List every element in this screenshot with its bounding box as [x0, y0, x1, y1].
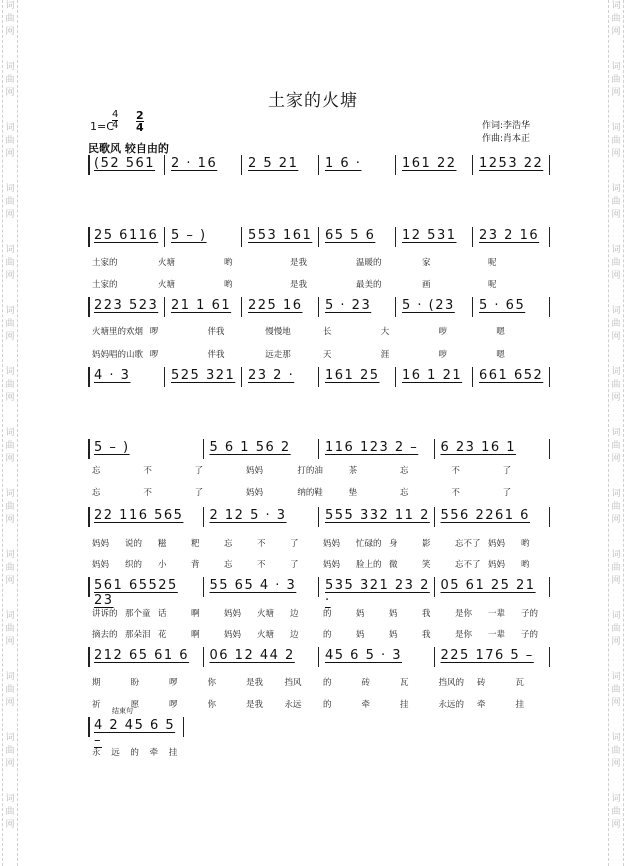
lyric-syllable: 了 — [502, 488, 512, 498]
lyric-syllable: 哟 — [224, 280, 233, 290]
measure — [88, 645, 204, 669]
lyric-syllable: 砖 — [477, 678, 486, 688]
measure — [88, 295, 165, 319]
lyric-syllable: 摘去的 — [92, 630, 118, 640]
lyric-syllable: 你 — [207, 678, 217, 688]
measure-notes: 561 65525 23 — [94, 578, 178, 608]
lyric-syllable: 的 — [323, 678, 332, 688]
lyric-syllable: 小 — [158, 560, 167, 570]
measure-notes: 5 – ) — [171, 228, 207, 243]
lyric-syllable: 妈妈 — [92, 560, 110, 570]
lyric-syllable: 我 — [422, 630, 431, 640]
measure — [319, 645, 435, 669]
measure — [319, 153, 396, 177]
lyric-syllable: 慢慢地 — [265, 327, 291, 337]
lyric-syllable: 呢 — [488, 280, 497, 290]
measure — [473, 295, 550, 319]
watermark-text: 词 曲 网 — [5, 306, 15, 342]
lyric-syllable: 火塘 — [158, 258, 176, 268]
measure-notes: 555 332 11 2 — [325, 508, 430, 523]
lyric-syllable: 茶 — [348, 466, 358, 476]
measure — [396, 225, 473, 249]
measure — [319, 365, 396, 389]
lyric-syllable: 家 — [422, 258, 431, 268]
measure — [435, 437, 551, 461]
lyric-syllable: 牵 — [477, 700, 486, 710]
measure-notes: 65 5 6 — [325, 228, 376, 243]
lyric-syllable: 的 — [323, 630, 332, 640]
staff-system — [88, 645, 550, 669]
measure — [435, 505, 551, 529]
measure-notes: 556 2261 6 — [440, 508, 530, 523]
lyric-syllable: 纳的鞋 — [297, 488, 323, 498]
measure-notes: 06 12 44 2 — [209, 648, 295, 663]
measure-notes: (52 561 — [94, 156, 156, 171]
watermark-text: 词 曲 网 — [5, 367, 15, 403]
watermark-text: 词 曲 网 — [5, 733, 15, 769]
measure-notes: 16 1 21 — [402, 368, 463, 383]
lyric-syllable: 是你 — [455, 609, 473, 619]
lyric-syllable: 忙碌的 — [356, 539, 382, 549]
lyric-syllable: 身 — [389, 539, 398, 549]
watermark-text: 词 曲 网 — [5, 245, 15, 281]
lyricist-credit: 作词:李浩华 — [482, 121, 531, 131]
measure — [319, 505, 435, 529]
lyric-syllable: 妈 — [389, 609, 398, 619]
measure-notes: 535 321 23 2 · — [325, 578, 430, 608]
lyric-syllable: 啰 — [149, 327, 159, 337]
measure — [165, 225, 242, 249]
watermark-text: 词 曲 网 — [611, 428, 621, 464]
lyric-syllable: 期 — [92, 678, 101, 688]
lyric-syllable: 忘 — [400, 488, 409, 498]
lyric-syllable: 那朵泪 — [125, 630, 151, 640]
lyric-syllable: 最美的 — [356, 280, 382, 290]
lyric-syllable: 妈妈 — [224, 609, 242, 619]
lyric-syllable: 不 — [451, 488, 460, 498]
measure-notes: 2 12 5 · 3 — [209, 508, 287, 523]
lyric-syllable: 忘 — [224, 539, 233, 549]
lyric-syllable: 伴我 — [207, 350, 225, 360]
lyric-syllable: 祈 — [92, 700, 101, 710]
lyric-syllable: 大 — [380, 327, 390, 337]
lyric-syllable: 忘 — [92, 466, 101, 476]
lyric-syllable: 不 — [451, 466, 460, 476]
lyric-syllable: 火塘 — [257, 630, 275, 640]
song-title: 土家的火塘 — [268, 91, 358, 111]
measure — [473, 225, 550, 249]
lyric-syllable: 妈妈 — [488, 560, 506, 570]
lyric-syllable: 是你 — [455, 630, 473, 640]
staff-system — [88, 575, 550, 608]
lyric-syllable: 妈妈唱的山歌 — [92, 350, 144, 360]
measure — [88, 575, 204, 608]
lyric-syllable: 背 — [191, 560, 200, 570]
watermark-text: 词 曲 网 — [611, 184, 621, 220]
measure-notes: 525 321 — [171, 368, 236, 383]
meter-b-top: 2 — [136, 109, 144, 122]
ending-marker: 结束句 — [112, 707, 133, 715]
lyric-syllable: 愿 — [130, 700, 140, 710]
measure — [204, 645, 320, 669]
measure — [88, 225, 165, 249]
lyric-syllable: 长 — [323, 327, 332, 337]
lyric-syllable: 妈 — [356, 630, 365, 640]
lyric-syllable: 妈 — [389, 630, 398, 640]
measure-notes: 05 61 25 21 — [440, 578, 536, 593]
measure-notes: 5 · 65 — [479, 298, 526, 313]
lyric-syllable: 远走那 — [265, 350, 291, 360]
lyric-syllable: 子的 — [521, 630, 539, 640]
measure-notes: 2 5 21 — [248, 156, 299, 171]
watermark-text: 词 曲 网 — [611, 672, 621, 708]
measure — [88, 365, 165, 389]
measure-notes: 5 – ) — [94, 440, 130, 455]
measure-notes: 225 16 — [248, 298, 303, 313]
measure — [165, 153, 242, 177]
lyric-syllable: 温暖的 — [356, 258, 382, 268]
watermark-text: 词 曲 网 — [611, 123, 621, 159]
lyric-syllable: 的 — [323, 700, 332, 710]
watermark-text: 词 曲 网 — [5, 489, 15, 525]
lyric-syllable: 牵 — [149, 748, 159, 758]
watermark-text: 词 曲 网 — [5, 62, 15, 98]
lyric-syllable: 不 — [257, 560, 266, 570]
measure — [242, 365, 319, 389]
lyric-syllable: 远 — [111, 748, 120, 758]
lyric-syllable: 是我 — [290, 258, 308, 268]
tempo-style-marking: 民歌风 较自由的 — [88, 142, 169, 155]
watermark-text: 词 曲 网 — [5, 123, 15, 159]
lyric-syllable: 啰 — [169, 678, 178, 688]
lyric-syllable: 挡风的 — [438, 678, 465, 688]
measure-notes: 21 1 61 — [171, 298, 232, 313]
measure-notes: 5 · 23 — [325, 298, 372, 313]
lyric-syllable: 挂 — [168, 748, 178, 758]
measure-notes: 5 · (23 — [402, 298, 455, 313]
lyric-syllable: 哟 — [224, 258, 233, 268]
lyric-syllable: 土家的 — [92, 258, 118, 268]
measure-notes: 161 25 — [325, 368, 380, 383]
lyric-syllable: 微 — [389, 560, 398, 570]
staff-system — [88, 365, 550, 389]
measure — [319, 437, 435, 461]
lyric-syllable: 永远 — [284, 700, 302, 710]
lyric-syllable: 的 — [130, 748, 139, 758]
lyric-syllable: 牵 — [361, 700, 371, 710]
lyric-syllable: 哕 — [438, 327, 448, 337]
lyric-syllable: 边 — [290, 609, 299, 619]
measure — [204, 505, 320, 529]
staff-system — [88, 707, 550, 748]
lyric-syllable: 脸上的 — [356, 560, 382, 570]
measure-notes: 55 65 4 · 3 — [209, 578, 297, 593]
measure — [88, 715, 184, 748]
lyric-syllable: 花 — [158, 630, 167, 640]
measure — [242, 153, 319, 177]
watermark-text: 词 曲 网 — [611, 611, 621, 647]
lyric-syllable: 火塘 — [257, 609, 275, 619]
lyric-syllable: 边 — [290, 630, 299, 640]
measure-notes: 45 6 5 · 3 — [325, 648, 403, 663]
lyric-syllable: 子的 — [521, 609, 539, 619]
measure-notes: 1 6 · — [325, 156, 362, 171]
lyric-syllable: 你 — [207, 700, 217, 710]
meter-b-bottom: 4 — [136, 121, 144, 134]
lyric-syllable: 哕 — [438, 350, 448, 360]
lyric-syllable: 笑 — [422, 560, 431, 570]
measure — [242, 225, 319, 249]
measure-notes: 6 23 16 1 — [440, 440, 517, 455]
measure — [473, 365, 550, 389]
meter-a-bottom: 4 — [112, 120, 119, 131]
measure — [204, 575, 320, 599]
measure-notes: 12 531 — [402, 228, 457, 243]
lyric-syllable: 了 — [194, 488, 204, 498]
watermark-text: 词 曲 网 — [611, 367, 621, 403]
measure-notes: 23 2 16 — [479, 228, 540, 243]
measure — [473, 153, 550, 177]
watermark-text: 词 曲 网 — [611, 794, 621, 830]
measure — [165, 295, 242, 319]
watermark-text: 词 曲 网 — [611, 489, 621, 525]
lyric-syllable: 了 — [194, 466, 204, 476]
measure — [319, 295, 396, 319]
staff-system — [88, 153, 550, 177]
lyric-syllable: 啰 — [169, 700, 178, 710]
lyric-syllable: 话 — [158, 609, 167, 619]
measure — [319, 575, 435, 608]
lyric-syllable: 织的 — [125, 560, 143, 570]
staff-system — [88, 225, 550, 249]
lyric-syllable: 忘不了 — [455, 560, 481, 570]
lyric-syllable: 不 — [257, 539, 266, 549]
lyric-syllable: 我 — [422, 609, 431, 619]
key-signature: 1=C — [90, 120, 114, 133]
lyric-syllable: 一辈 — [488, 609, 506, 619]
watermark-column-right — [608, 0, 624, 866]
lyric-syllable: 一辈 — [488, 630, 506, 640]
time-signature-4-4 — [112, 110, 118, 131]
measure — [396, 153, 473, 177]
measure-notes: 22 116 565 — [94, 508, 184, 523]
measure-notes: 225 176 5 – — [440, 648, 534, 663]
lyric-syllable: 火塘里的欢烟 — [92, 327, 144, 337]
lyric-syllable: 不 — [143, 466, 152, 476]
lyric-syllable: 火塘 — [158, 280, 176, 290]
lyric-syllable: 啰 — [149, 350, 159, 360]
measure-notes: 661 652 — [479, 368, 544, 383]
lyric-syllable: 妈妈 — [224, 630, 242, 640]
measure — [396, 365, 473, 389]
lyric-syllable: 不 — [143, 488, 152, 498]
measure — [88, 437, 204, 461]
composer-credit: 作曲:肖本正 — [482, 134, 531, 144]
lyric-syllable: 嗯 — [496, 350, 505, 360]
lyric-syllable: 是我 — [246, 700, 264, 710]
lyric-syllable: 忘 — [92, 488, 101, 498]
measure-notes: 4 · 3 — [94, 368, 131, 383]
watermark-text: 词 曲 网 — [611, 306, 621, 342]
lyric-syllable: 妈妈 — [92, 539, 110, 549]
lyric-syllable: 嗯 — [496, 327, 505, 337]
watermark-text: 词 曲 网 — [5, 1, 15, 37]
lyric-syllable: 忘 — [224, 560, 233, 570]
measure-notes: 1253 22 — [479, 156, 544, 171]
watermark-text: 词 曲 网 — [5, 428, 15, 464]
lyric-syllable: 忘 — [400, 466, 409, 476]
measure-notes: 5 6 1 56 2 — [209, 440, 291, 455]
lyric-syllable: 忘不了 — [455, 539, 481, 549]
lyric-syllable: 哟 — [521, 539, 530, 549]
lyric-syllable: 画 — [422, 280, 431, 290]
measure — [435, 645, 551, 669]
watermark-text: 词 曲 网 — [5, 672, 15, 708]
lyric-syllable: 是我 — [246, 678, 264, 688]
lyric-syllable: 影 — [422, 539, 431, 549]
measure-notes: 2 · 16 — [171, 156, 218, 171]
lyric-syllable: 说的 — [125, 539, 143, 549]
measure — [319, 225, 396, 249]
lyric-syllable: 挡风 — [284, 678, 302, 688]
measure — [165, 365, 242, 389]
watermark-column-left — [2, 0, 18, 866]
lyric-syllable: 挂 — [400, 700, 409, 710]
lyric-syllable: 糍 — [158, 539, 167, 549]
measure-notes: 23 2 · — [248, 368, 295, 383]
lyric-syllable: 盼 — [130, 678, 140, 688]
staff-system — [88, 437, 550, 461]
watermark-text: 词 曲 网 — [611, 733, 621, 769]
lyric-syllable: 妈妈 — [246, 466, 264, 476]
measure — [396, 295, 473, 319]
lyric-syllable: 永远的 — [438, 700, 465, 710]
watermark-text: 词 曲 网 — [5, 794, 15, 830]
lyric-syllable: 打的油 — [297, 466, 323, 476]
watermark-text: 词 曲 网 — [5, 550, 15, 586]
measure — [242, 295, 319, 319]
measure-notes: 212 65 61 6 — [94, 648, 190, 663]
lyric-syllable: 妈 — [356, 609, 365, 619]
lyric-syllable: 砖 — [361, 678, 371, 688]
watermark-text: 词 曲 网 — [611, 62, 621, 98]
watermark-text: 词 曲 网 — [5, 611, 15, 647]
lyric-syllable: 的 — [323, 609, 332, 619]
staff-system — [88, 295, 550, 319]
watermark-text: 词 曲 网 — [611, 550, 621, 586]
staff-system — [88, 505, 550, 529]
lyric-syllable: 粑 — [191, 539, 200, 549]
lyric-syllable: 了 — [290, 560, 299, 570]
lyric-syllable: 永 — [92, 748, 101, 758]
lyric-syllable: 妈妈 — [246, 488, 264, 498]
lyric-syllable: 涯 — [380, 350, 390, 360]
lyric-syllable: 天 — [323, 350, 332, 360]
measure-notes: 223 523 — [94, 298, 159, 313]
watermark-text: 词 曲 网 — [611, 245, 621, 281]
lyric-syllable: 了 — [290, 539, 299, 549]
lyric-syllable: 妈妈 — [323, 539, 341, 549]
watermark-text: 词 曲 网 — [611, 1, 621, 37]
lyric-syllable: 呢 — [488, 258, 497, 268]
measure — [204, 437, 320, 461]
time-signature-2-4 — [136, 110, 144, 133]
lyric-syllable: 啊 — [191, 609, 200, 619]
measure — [88, 153, 165, 177]
measure — [88, 505, 204, 529]
lyric-syllable: 了 — [502, 466, 512, 476]
lyric-syllable: 讲诉的 — [92, 609, 118, 619]
lyric-syllable: 哟 — [521, 560, 530, 570]
lyric-syllable: 是我 — [290, 280, 308, 290]
lyric-syllable: 那个童 — [125, 609, 151, 619]
meter-a-top: 4 — [112, 109, 119, 120]
lyric-syllable: 伴我 — [207, 327, 225, 337]
measure-notes: 4 2 45 6 5 – — [94, 718, 176, 748]
lyric-syllable: 瓦 — [515, 678, 525, 688]
lyric-syllable: 土家的 — [92, 280, 118, 290]
measure-notes: 25 6116 — [94, 228, 159, 243]
measure-notes: 553 161 — [248, 228, 313, 243]
lyric-syllable: 啊 — [191, 630, 200, 640]
lyric-syllable: 妈妈 — [488, 539, 506, 549]
measure-notes: 161 22 — [402, 156, 457, 171]
lyric-syllable: 瓦 — [400, 678, 409, 688]
measure-notes: 116 123 2 – — [325, 440, 419, 455]
lyric-syllable: 垫 — [348, 488, 358, 498]
lyric-syllable: 挂 — [515, 700, 525, 710]
lyric-syllable: 妈妈 — [323, 560, 341, 570]
measure — [435, 575, 551, 599]
watermark-text: 词 曲 网 — [5, 184, 15, 220]
